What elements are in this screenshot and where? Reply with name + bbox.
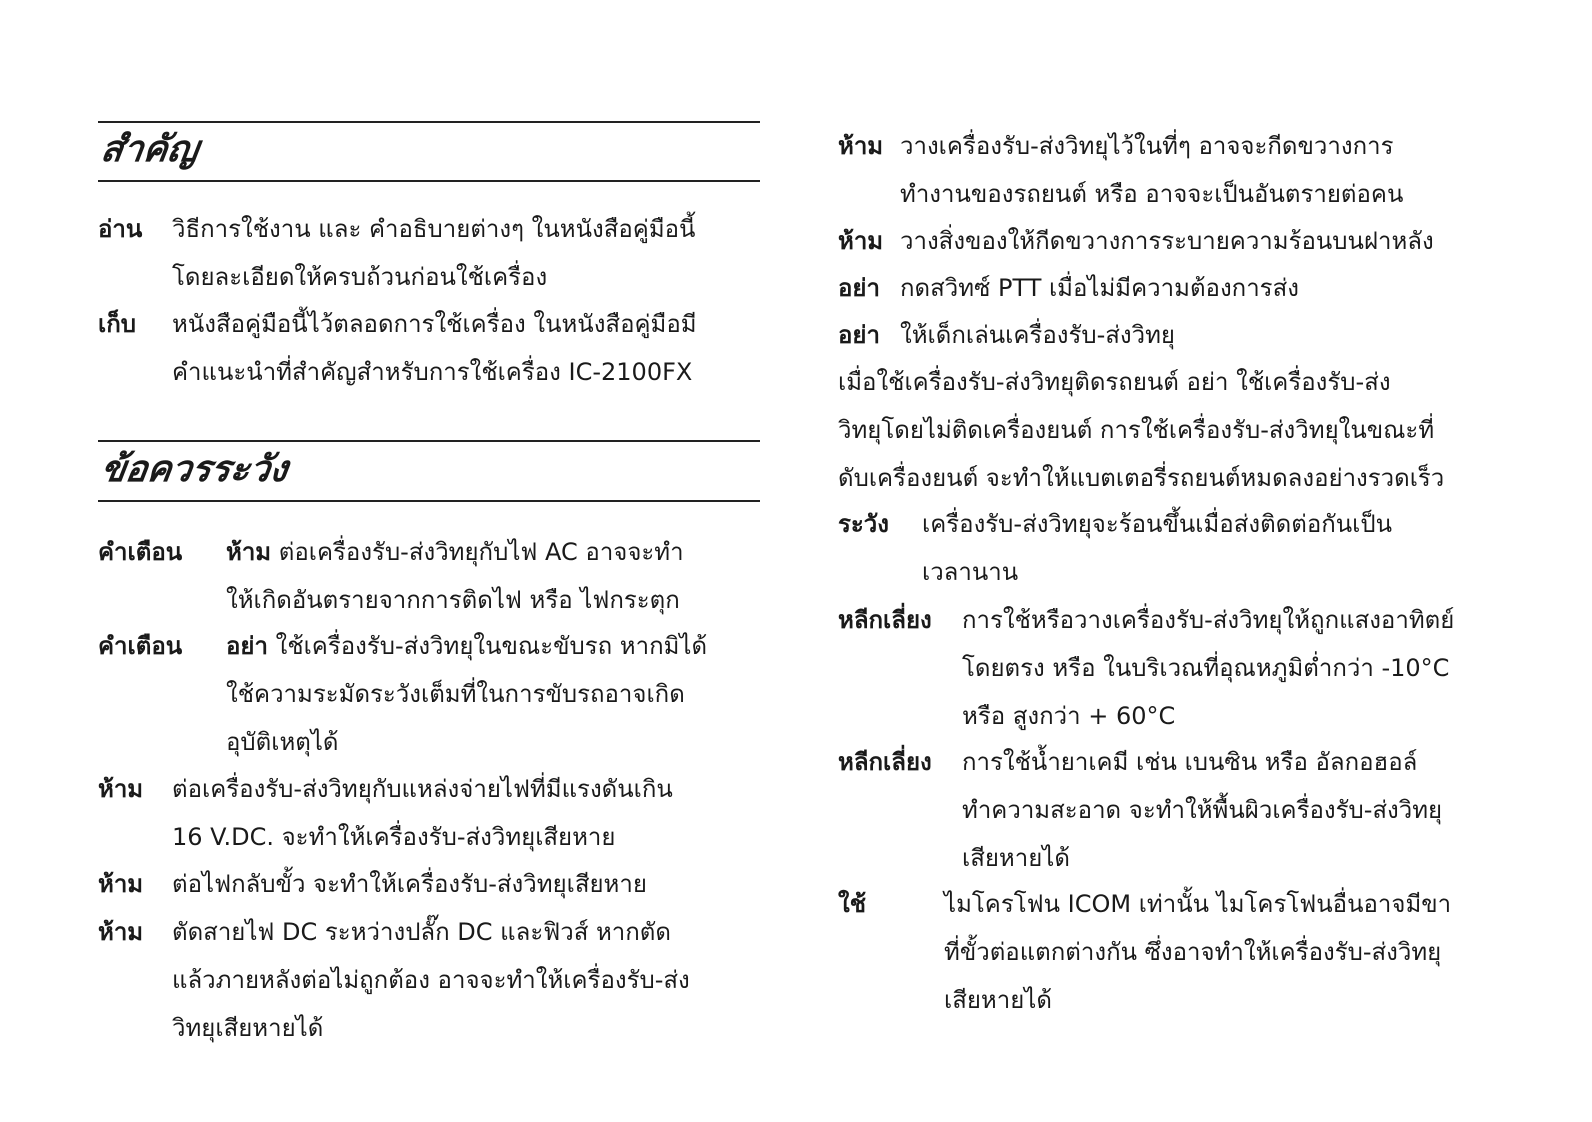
item-lead-keyword: ห้าม — [226, 538, 272, 566]
paragraph-line: เมื่อใช้เครื่องรับ-ส่งวิทยุติดรถยนต์ อย่า ใช้เครื่องรับ-ส่ง — [838, 368, 1391, 396]
paragraph-line: ดับเครื่องยนต์ จะทำให้แบตเตอรี่รถยนต์หมดลงอย่างรวดเร็ว — [838, 464, 1445, 492]
heading-caution: ข้อควรระวัง — [98, 449, 291, 490]
item-keyword: คำเตือน — [98, 538, 183, 566]
item-line: ให้เด็กเล่นเครื่องรับ-ส่งวิทยุ — [900, 321, 1175, 349]
item-keyword: ห้าม — [98, 870, 144, 898]
item-line: เสียหายได้ — [962, 844, 1070, 872]
item-line: ตัดสายไฟ DC ระหว่างปลั๊ก DC และฟิวส์ หากตัด — [172, 918, 671, 946]
item-line: วางเครื่องรับ-ส่งวิทยุไว้ในที่ๆ อาจจะกีดขวางการ — [900, 132, 1394, 160]
item-line: ใช้ความระมัดระวังเต็มที่ในการขับรถอาจเกิด — [226, 680, 685, 708]
item-line: อุบัติเหตุได้ — [226, 728, 339, 756]
item-line: เสียหายได้ — [944, 986, 1052, 1014]
item-line: โดยตรง หรือ ในบริเวณที่อุณหภูมิต่ำกว่า -10°C — [962, 654, 1450, 682]
item-line: ต่อไฟกลับขั้ว จะทำให้เครื่องรับ-ส่งวิทยุเสียหาย — [172, 870, 647, 898]
item-line: กดสวิทซ์ PTT เมื่อไม่มีความต้องการส่ง — [900, 274, 1299, 302]
item-line: เครื่องรับ-ส่งวิทยุจะร้อนขึ้นเมื่อส่งติดต่อกันเป็น — [922, 510, 1393, 538]
item-line: แล้วภายหลังต่อไม่ถูกต้อง อาจจะทำให้เครื่องรับ-ส่ง — [172, 966, 690, 994]
item-line: เวลานาน — [922, 558, 1019, 586]
item-line: วางสิ่งของให้กีดขวางการระบายความร้อนบนฝาหลัง — [900, 227, 1434, 255]
paragraph-line: วิทยุโดยไม่ติดเครื่องยนต์ การใช้เครื่องรับ-ส่งวิทยุในขณะที่ — [838, 416, 1435, 444]
rule-top-caution — [98, 440, 760, 442]
item-lead-keyword: อย่า — [226, 632, 268, 660]
item-keyword: เก็บ — [98, 310, 136, 338]
item-keyword: หลีกเลี่ยง — [838, 748, 932, 776]
item-keyword: อย่า — [838, 274, 880, 302]
item-keyword: ห้าม — [98, 918, 144, 946]
item-line: การใช้น้ำยาเคมี เช่น เบนซิน หรือ อัลกอฮอล์ — [962, 748, 1418, 776]
item-line: ต่อเครื่องรับ-ส่งวิทยุกับไฟ AC อาจจะทำ — [278, 538, 684, 566]
item-keyword: อ่าน — [98, 215, 143, 243]
item-line: วิธีการใช้งาน และ คำอธิบายต่างๆ ในหนังสือคู่มือนี้ — [172, 215, 696, 243]
item-keyword: ห้าม — [838, 132, 884, 160]
item-line: ไมโครโฟน ICOM เท่านั้น ไมโครโฟนอื่นอาจมีขา — [944, 890, 1452, 918]
rule-top-important — [98, 121, 760, 123]
item-keyword: ห้าม — [98, 775, 144, 803]
item-line: การใช้หรือวางเครื่องรับ-ส่งวิทยุให้ถูกแสงอาทิตย์ — [962, 606, 1455, 634]
rule-bottom-important — [98, 180, 760, 182]
rule-bottom-caution — [98, 500, 760, 502]
item-line: 16 V.DC. จะทำให้เครื่องรับ-ส่งวิทยุเสียหาย — [172, 823, 616, 851]
item-line: โดยละเอียดให้ครบถ้วนก่อนใช้เครื่อง — [172, 263, 548, 291]
item-keyword: ใช้ — [838, 890, 867, 918]
item-line: ต่อเครื่องรับ-ส่งวิทยุกับแหล่งจ่ายไฟที่มีแรงดันเกิน — [172, 775, 673, 803]
item-line: วิทยุเสียหายได้ — [172, 1014, 324, 1042]
item-line: ใช้เครื่องรับ-ส่งวิทยุในขณะขับรถ หากมิได้ — [275, 632, 708, 660]
item-line: ทำความสะอาด จะทำให้พื้นผิวเครื่องรับ-ส่งวิทยุ — [962, 796, 1443, 824]
item-line: หรือ สูงกว่า + 60°C — [962, 702, 1176, 730]
item-line: คำแนะนำที่สำคัญสำหรับการใช้เครื่อง IC-2100FX — [172, 358, 693, 386]
item-keyword: ห้าม — [838, 227, 884, 255]
item-line: ทำงานของรถยนต์ หรือ อาจจะเป็นอันตรายต่อคน — [900, 180, 1404, 208]
item-keyword: ระวัง — [838, 510, 889, 538]
item-keyword: อย่า — [838, 321, 880, 349]
item-line: ที่ขั้วต่อแตกต่างกัน ซึ่งอาจทำให้เครื่องรับ-ส่งวิทยุ — [944, 938, 1442, 966]
item-keyword: คำเตือน — [98, 632, 183, 660]
item-line: หนังสือคู่มือนี้ไว้ตลอดการใช้เครื่อง ในหนังสือคู่มือมี — [172, 310, 697, 338]
item-keyword: หลีกเลี่ยง — [838, 606, 932, 634]
heading-important: สำคัญ — [98, 129, 201, 170]
item-line: ให้เกิดอันตรายจากการติดไฟ หรือ ไฟกระตุก — [226, 586, 680, 614]
